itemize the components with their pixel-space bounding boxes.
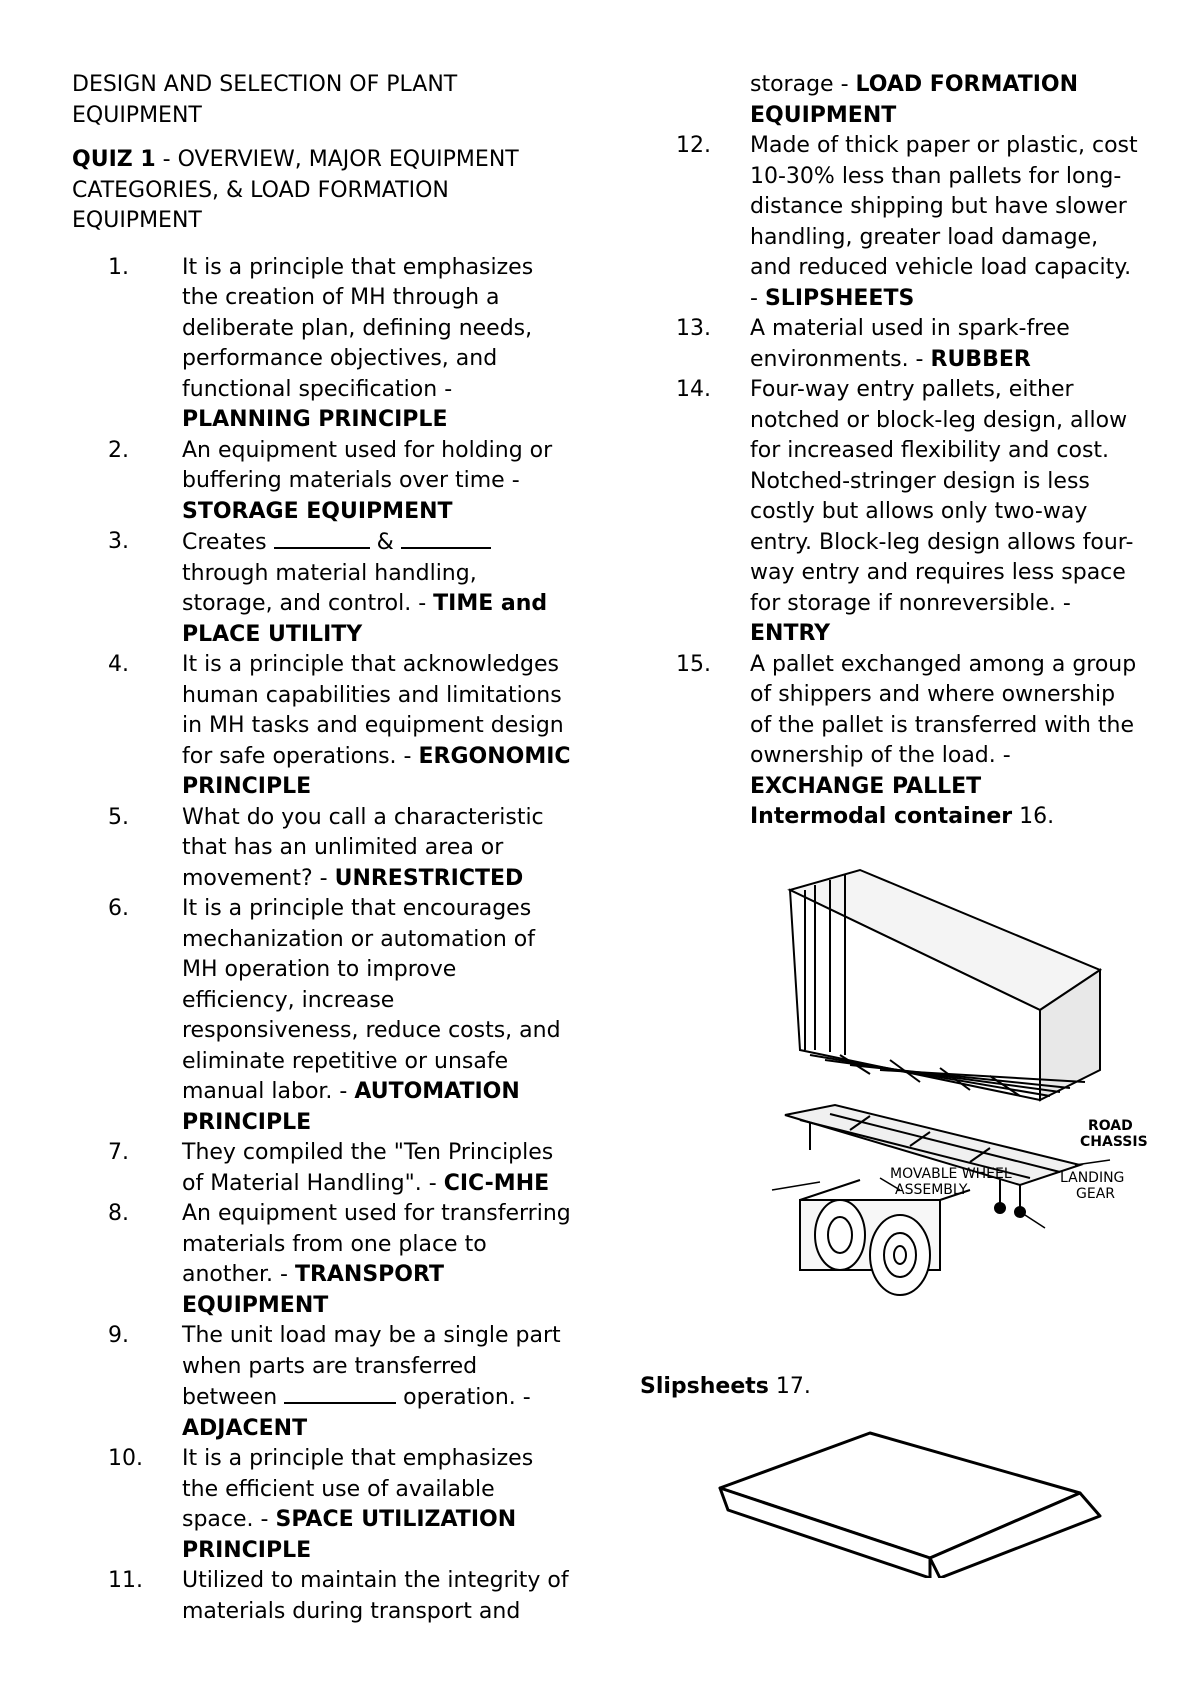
question-number: 6. [108, 896, 129, 921]
label-gear: GEAR [1076, 1186, 1115, 1202]
question-answer: PLANNING PRINCIPLE [182, 407, 448, 432]
question-text: Utilized to maintain the integrity of materials during transport and [182, 1568, 569, 1624]
question-number: 7. [108, 1140, 129, 1165]
question-number: 15. [676, 651, 711, 677]
question-text: An equipment used for transferring materials from one place to another. - [182, 1201, 571, 1287]
question-answer: ENTRY [750, 621, 831, 646]
left-column [72, 70, 572, 1627]
figure-number: 17. [775, 1374, 811, 1399]
question-text: Four-way entry pallets, either notched or block-leg design, allow for increased flexibility and cost. Notched-stringer design is less costly but allows only two-way entry. Block-leg design allows four-way entry and requires less space for storage if nonreversible. - [750, 377, 1134, 616]
intermodal-container-illustration [770, 860, 1150, 1320]
question-text: It is a principle that emphasizes the creation of MH through a deliberate plan, defining needs, performance objectives, and functional specification - [182, 254, 534, 402]
label-road: ROAD [1088, 1118, 1133, 1134]
question-number: 3. [108, 529, 129, 554]
figure-answer: Slipsheets [640, 1374, 769, 1399]
document-title: DESIGN AND SELECTION OF PLANT EQUIPMENT [72, 72, 458, 128]
question-number: 12. [676, 133, 711, 158]
question-answer: STORAGE EQUIPMENT [182, 498, 453, 524]
question-text: It is a principle that acknowledges human capabilities and limitations in MH tasks and equipment design for safe operations. - [182, 652, 564, 769]
question-11-continued [640, 70, 1140, 131]
question-number: 9. [108, 1323, 129, 1348]
question-number: 1. [108, 254, 129, 280]
question-6 [72, 894, 572, 1138]
container-body [790, 870, 1100, 1100]
question-text: through material handling, storage, and control. - [182, 560, 477, 616]
question-1 [72, 253, 572, 436]
question-text: A material used in spark-free environments. - [750, 316, 1070, 372]
question-answer: ADJACENT [182, 1415, 308, 1441]
right-column [640, 70, 1140, 833]
question-answer: SPACE UTILIZATION PRINCIPLE [182, 1507, 517, 1563]
question-answer: UNRESTRICTED [334, 865, 524, 891]
question-12 [640, 131, 1140, 314]
question-answer: AUTOMATION PRINCIPLE [182, 1079, 520, 1135]
question-number: 10. [108, 1446, 143, 1471]
question-text: storage - [750, 72, 849, 97]
question-number: 5. [108, 804, 129, 830]
answer-blank [274, 527, 370, 549]
label-landing: LANDING [1060, 1170, 1125, 1186]
question-text: It is a principle that emphasizes the efficient use of available space. - [182, 1446, 534, 1532]
figure-16-caption [640, 802, 1140, 833]
quiz-label: QUIZ 1 [72, 147, 156, 172]
quiz-topic: - OVERVIEW, MAJOR EQUIPMENT CATEGORIES, & LOAD FORMATION EQUIPMENT [72, 147, 519, 233]
question-text: An equipment used for holding or buffering materials over time - [182, 437, 553, 493]
figure-17-caption [640, 1372, 811, 1403]
question-4 [72, 650, 572, 803]
question-number: 13. [676, 316, 711, 341]
question-11 [72, 1566, 572, 1627]
question-answer: LOAD FORMATION EQUIPMENT [750, 72, 1078, 128]
question-13 [640, 314, 1140, 375]
question-text: A pallet exchanged among a group of shippers and where ownership of the pallet is transferred with the ownership of the load. - [750, 651, 1137, 768]
question-text: What do you call a characteristic that has an unlimited area or movement? - [182, 804, 544, 891]
question-text: Creates [182, 530, 267, 555]
question-text: They compiled the "Ten Principles of Material Handling". - [182, 1140, 554, 1196]
question-10 [72, 1444, 572, 1566]
question-text: It is a principle that encourages mechanization or automation of MH operation to improve efficiency, increase responsiveness, reduce costs, and eliminate repetitive or unsafe manual labor. - [182, 896, 561, 1104]
question-7 [72, 1138, 572, 1199]
question-2 [72, 436, 572, 528]
slipsheet-illustration [710, 1428, 1130, 1578]
question-number: 14. [676, 377, 711, 402]
figure-answer: Intermodal container [750, 804, 1013, 829]
answer-blank [401, 527, 491, 549]
question-answer: EXCHANGE PALLET [750, 773, 982, 799]
answer-blank [284, 1382, 396, 1404]
label-assembly: ASSEMBLY [895, 1182, 968, 1198]
question-text: & [376, 530, 394, 555]
question-5 [72, 803, 572, 895]
question-14 [640, 375, 1140, 650]
question-number: 8. [108, 1201, 129, 1226]
question-answer: TRANSPORT EQUIPMENT [182, 1262, 444, 1318]
question-answer: ERGONOMIC PRINCIPLE [182, 743, 571, 799]
question-15 [640, 650, 1140, 803]
question-number: 11. [108, 1568, 143, 1593]
figure-number: 16. [1019, 804, 1055, 829]
question-answer: CIC-MHE [443, 1170, 550, 1196]
quiz-title [72, 145, 572, 237]
question-text: operation. - [403, 1385, 531, 1410]
question-answer: SLIPSHEETS [764, 285, 915, 311]
question-number: 4. [108, 652, 129, 677]
question-text: Made of thick paper or plastic, cost 10-30% less than pallets for long-distance shipping but have slower handling, greater load damage, and reduced vehicle load capacity. - [750, 133, 1138, 311]
question-answer: RUBBER [930, 346, 1031, 372]
question-8 [72, 1199, 572, 1321]
question-3 [72, 527, 572, 650]
question-answer: TIME and PLACE UTILITY [182, 591, 548, 647]
question-number: 2. [108, 437, 129, 463]
question-text: The unit load may be a single part when parts are transferred between [182, 1323, 561, 1410]
label-movable-wheel: MOVABLE WHEEL [890, 1166, 1012, 1182]
question-9 [72, 1321, 572, 1444]
label-chassis: CHASSIS [1080, 1134, 1148, 1150]
